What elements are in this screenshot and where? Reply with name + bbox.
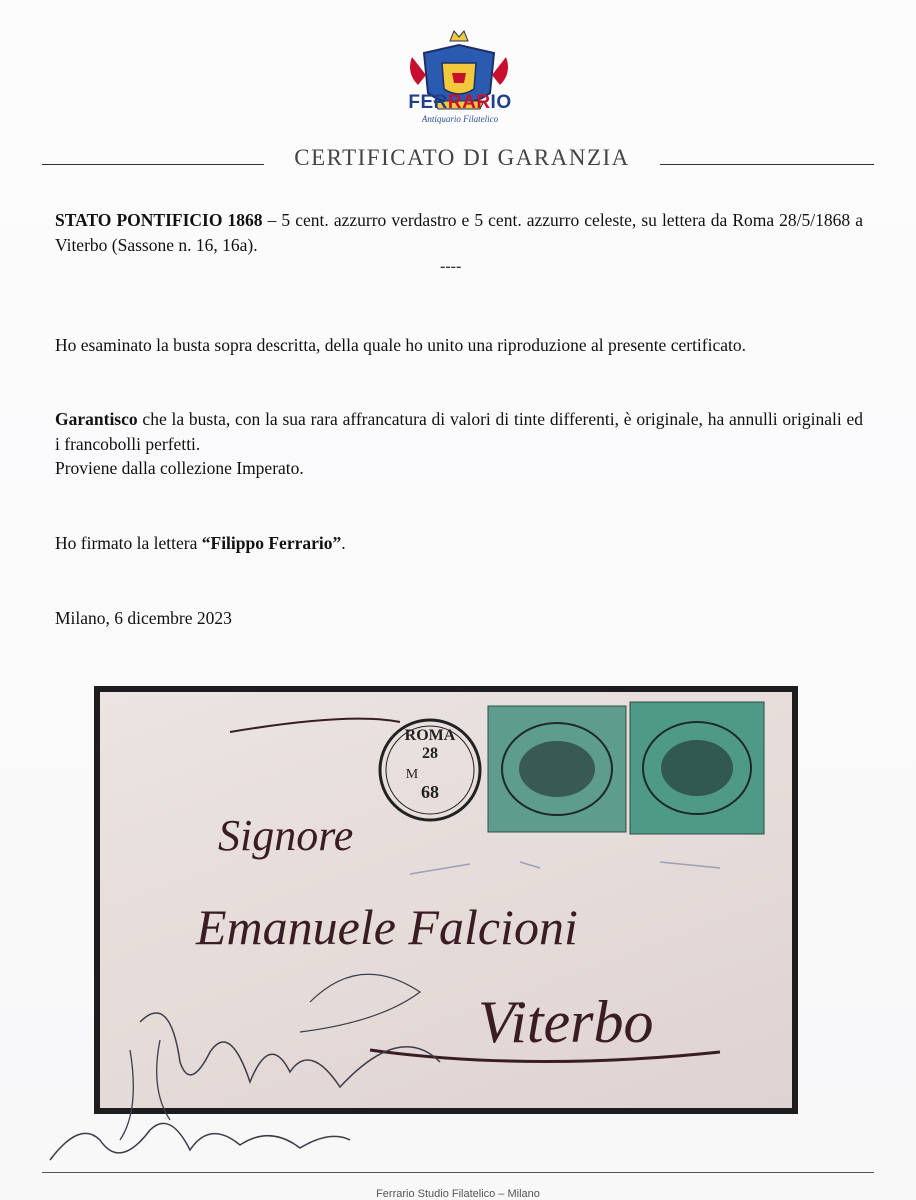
postmark <box>380 720 480 820</box>
expert-signature <box>40 1030 360 1180</box>
title-rule-left <box>42 164 264 165</box>
brand-subtitle: Antiquario Filatelico <box>421 114 499 124</box>
guarantee-lead: Garantisco <box>55 409 138 429</box>
address-name: Emanuele Falcioni <box>196 899 578 955</box>
footer-rule <box>42 1172 874 1173</box>
place-date: Milano, 6 dicembre 2023 <box>55 608 232 628</box>
postmark-city: ROMA <box>404 727 456 744</box>
address-salutation: Signore <box>218 811 354 860</box>
postmark-month: M <box>405 767 419 782</box>
footer-address: Ferrario Studio Filatelico – Milano <box>376 1188 540 1200</box>
description-rest: – 5 cent. azzurro verdastro e 5 cent. azzurro celeste, su lettera da Roma 28/5/1868 a Viterbo (Sassone n. 16, 16a). <box>55 210 863 255</box>
description-lead: STATO PONTIFICIO 1868 <box>55 210 263 230</box>
provenance-line: Proviene dalla collezione Imperato. <box>55 458 304 478</box>
stamp-description <box>55 208 863 258</box>
stamp-right <box>630 702 764 834</box>
signed-name: “Filippo Ferrario” <box>201 533 342 553</box>
separator: ---- <box>440 258 462 275</box>
brand-name <box>380 92 540 114</box>
postmark-day: 28 <box>422 745 438 762</box>
examined-paragraph: Ho esaminato la busta sopra descritta, della quale ho unito una riproduzione al presente certificato. <box>55 335 747 355</box>
signed-prefix: Ho firmato la lettera <box>55 533 202 553</box>
brand-text: FERRARIO <box>408 92 512 113</box>
signature-statement <box>55 531 863 556</box>
address-city: Viterbo <box>478 989 654 1055</box>
title-rule-right <box>660 164 874 165</box>
signed-suffix: . <box>341 533 346 553</box>
stamp-left <box>488 706 626 832</box>
postmark-year: 68 <box>421 782 439 802</box>
guarantee-rest: che la busta, con la sua rara affrancatura di valori di tinte differenti, è originale, ha annulli originali ed i francobolli perfetti. <box>55 409 863 454</box>
guarantee-paragraph <box>55 407 863 457</box>
certificate-title: CERTIFICATO DI GARANZIA <box>294 145 630 170</box>
